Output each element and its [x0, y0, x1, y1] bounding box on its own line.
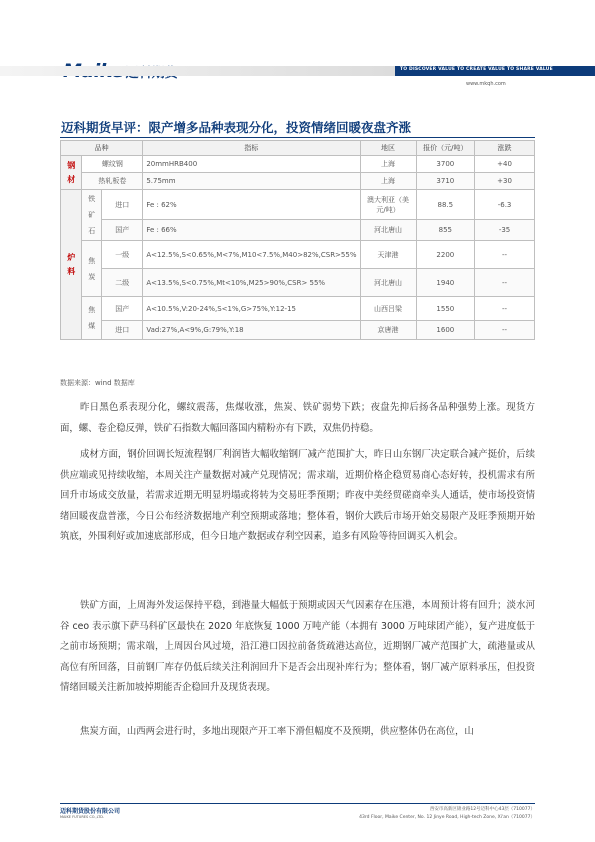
sub-coking-coal: 焦煤: [82, 297, 102, 340]
row-name: 进口: [102, 321, 143, 340]
footer-company-name-en: MAIKE FUTURES CO.,LTD.: [60, 815, 105, 819]
row-spec: A<10.5%,V:20-24%,S<1%,G>75%,Y:12-15: [143, 297, 360, 321]
report-title: 迈科期货早评：限产增多品种表现分化，投资情绪回暖夜盘齐涨: [61, 120, 412, 135]
footer-company-name: 迈科期货股份有限公司: [60, 808, 121, 815]
table-row: [61, 190, 535, 220]
paragraph-coke: 焦炭方面，山西两会进行时，多地出现限产开工率下滑但幅度不及预期，供应整体仍在高位，山: [80, 726, 474, 737]
row-price: 3700: [416, 156, 475, 173]
header-slogan: TO DISCOVER VALUE TO CREATE VALUE TO SHARE VALUE: [400, 67, 553, 72]
row-region: 天津港: [360, 241, 416, 269]
header-website: www.mkqh.com: [466, 81, 506, 87]
footer-address-cn: 西安市高新区锦业路12号迈科中心43层（710077）: [429, 807, 535, 812]
table-row: [61, 321, 535, 340]
row-change: --: [475, 241, 535, 269]
row-change: --: [475, 269, 535, 297]
paragraph-overview: 昨日黑色系表现分化，螺纹震荡，焦煤收涨，焦炭、铁矿弱势下跌；夜盘先抑后扬各品种强势上涨。现货方面，螺、卷企稳反弹，铁矿石指数大幅回落国内精粉亦有下跌，双焦仍持稳。: [60, 402, 535, 434]
header-price: 报价（元/吨）: [416, 141, 475, 156]
row-spec: 20mmHRB400: [143, 156, 360, 173]
footer-divider: [60, 803, 535, 804]
row-change: +30: [475, 173, 535, 190]
row-change: -6.3: [475, 190, 535, 220]
table-row: [61, 269, 535, 297]
row-change: -35: [475, 220, 535, 241]
table-row: [61, 241, 535, 269]
row-region: 河北唐山: [360, 220, 416, 241]
row-change: +40: [475, 156, 535, 173]
price-table: [60, 140, 535, 340]
table-row: [61, 220, 535, 241]
header-category: 品种: [61, 141, 143, 156]
header-region: 地区: [360, 141, 416, 156]
group-raw-materials: 炉料: [61, 190, 82, 340]
row-name: 螺纹钢: [82, 156, 143, 173]
row-region: 山西吕梁: [360, 297, 416, 321]
header-spec: 指标: [143, 141, 360, 156]
sub-iron-ore: 铁矿石: [82, 190, 102, 241]
table-row: [61, 297, 535, 321]
row-name: 国产: [102, 297, 143, 321]
row-spec: A<13.5%,S<0.75%,Mt<10%,M25>90%,CSR> 55%: [143, 269, 360, 297]
row-price: 1600: [416, 321, 475, 340]
row-spec: A<12.5%,S<0.65%,M<7%,M10<7.5%,M40>82%,CSR>55%: [143, 241, 360, 269]
paragraph-iron-ore: 铁矿方面，上周海外发运保持平稳，到港量大幅低于预期或因天气因素存在压港，本周预计将有回升；淡水河谷 ceo 表示旗下萨马科矿区最快在 2020 年底恢复 1000 万吨产能（本拥有 3000 万吨球团产能），复产进度低于之前市场预期；需求端，上周因台风过境，沿江港口因拉前备货疏港达高位，近期钢厂减产范围扩大，疏港量或从高位有所回落，目前钢厂库存仍低后续关注利润回升下是否会出现补库行为；整体看，钢厂减产原料承压，但投资情绪回暖关注新加坡掉期能否企稳回升及现货表现。: [60, 600, 535, 693]
sub-coke: 焦炭: [82, 241, 102, 297]
row-region: 澳大利亚（美元/吨）: [360, 190, 416, 220]
row-name: 进口: [102, 190, 143, 220]
paragraph-finished-steel: 成材方面，钢价回调长短流程钢厂利润皆大幅收缩钢厂减产范围扩大，昨日山东钢厂决定联合减产挺价，后续供应端或见持续收缩，本周关注产量数据对减产兑现情况；需求端，近期价格企稳贸易商心态好转，投机需求有所回升市场成交放量，若需求近期无明显坍塌或将转为交易旺季预期；昨夜中美经贸磋商牵头人通话，使市场投资情绪回暖夜盘普涨，今日公布经济数据地产利空预期或落地；整体看，钢价大跌后市场开始交易限产及旺季预期开始筑底，外围利好或加速底部形成，但今日地产数据或存利空因素，追多有风险等待回调买入机会。: [60, 449, 535, 542]
row-region: 上海: [360, 156, 416, 173]
table-header-row: [61, 141, 535, 156]
row-price: 88.5: [416, 190, 475, 220]
footer-address-en: 43rd Floor, Maike Center, No. 12 Jinye Road, High-tech Zone, Xi'an（710077）: [359, 815, 535, 820]
table-row: [61, 173, 535, 190]
row-spec: 5.75mm: [143, 173, 360, 190]
header-band-gradient: [0, 66, 395, 76]
page-header: [0, 0, 595, 100]
row-region: 河北唐山: [360, 269, 416, 297]
row-region: 上海: [360, 173, 416, 190]
row-spec: Fe : 62%: [143, 190, 360, 220]
table-row: [61, 156, 535, 173]
row-name: 热轧板卷: [82, 173, 143, 190]
row-price: 3710: [416, 173, 475, 190]
row-price: 1550: [416, 297, 475, 321]
row-region: 京唐港: [360, 321, 416, 340]
row-name: 二级: [102, 269, 143, 297]
header-change: 涨跌: [475, 141, 535, 156]
row-price: 2200: [416, 241, 475, 269]
row-price: 855: [416, 220, 475, 241]
row-name: 一级: [102, 241, 143, 269]
row-name: 国产: [102, 220, 143, 241]
row-change: --: [475, 297, 535, 321]
group-steel: 钢材: [61, 156, 82, 190]
row-price: 1940: [416, 269, 475, 297]
title-divider: [60, 137, 535, 138]
data-source-note: 数据来源：wind 数据库: [60, 379, 135, 387]
row-spec: Vad:27%,A<9%,G:79%,Y:18: [143, 321, 360, 340]
row-spec: Fe : 66%: [143, 220, 360, 241]
row-change: --: [475, 321, 535, 340]
